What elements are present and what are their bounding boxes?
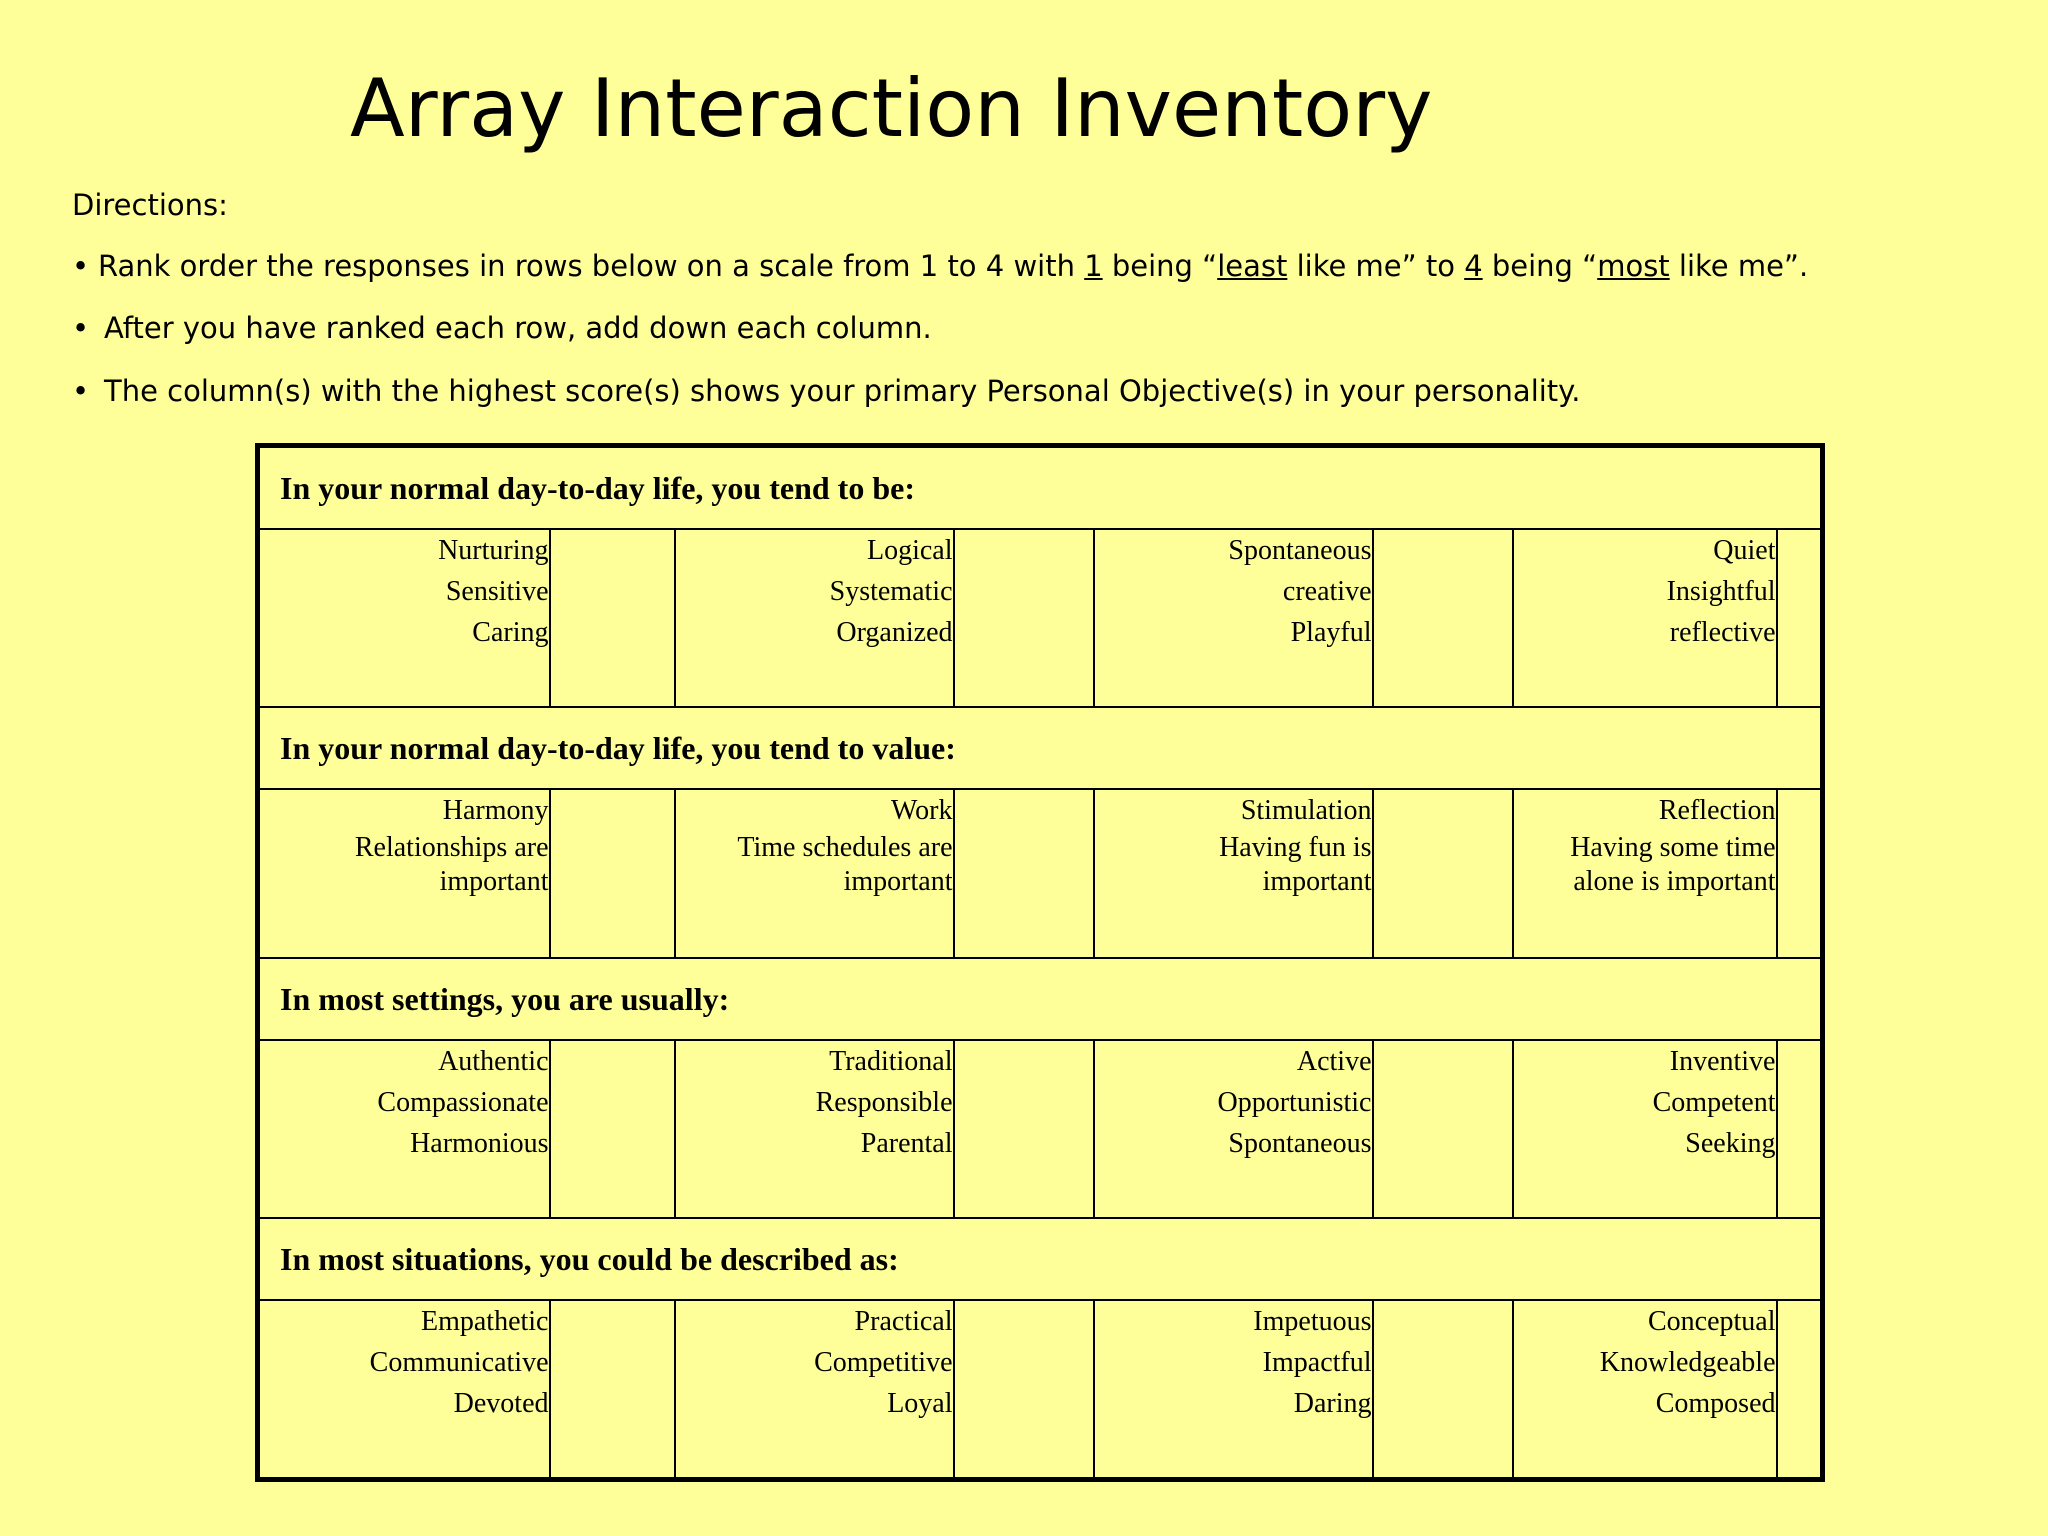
option-word: Harmonious [410,1128,549,1159]
rank-entry-cell[interactable] [1373,1300,1513,1480]
rank-entry-cell[interactable] [1777,529,1823,707]
option-word: Organized [836,617,953,648]
options-row [258,1300,1823,1480]
option-word: Empathetic [420,1306,549,1337]
option-word: Having fun is [1219,832,1372,863]
option-descriptors [258,529,550,707]
option-word: Active [1296,1046,1372,1077]
option-word: Competitive [814,1347,953,1378]
option-word: Authentic [438,1046,549,1077]
option-word: creative [1282,576,1372,607]
option-word: important [1262,866,1372,897]
option-word: Having some time [1570,832,1776,863]
section-heading: In most situations, you could be described as: [258,1218,1823,1300]
rank-entry-cell[interactable] [1777,1300,1823,1480]
rank-entry-cell[interactable] [954,529,1094,707]
option-word: Composed [1655,1388,1776,1419]
option-descriptors [1094,529,1373,707]
section-heading-row [258,1218,1823,1300]
option-word: Insightful [1666,576,1776,607]
option-word: Playful [1290,617,1372,648]
bullet-icon: • [72,249,90,283]
option-word: Reflection [1658,795,1776,826]
inventory-table [255,443,1825,1482]
option-word: Conceptual [1647,1306,1776,1337]
option-word: Traditional [829,1046,953,1077]
direction-bullet-add: • After you have ranked each row, add down each column. [72,311,932,345]
option-descriptors [1513,789,1777,958]
option-word: Competent [1652,1087,1776,1118]
option-word: Inventive [1669,1046,1776,1077]
option-word: Quiet [1713,535,1776,566]
rank-entry-cell[interactable] [1777,789,1823,958]
option-word: Responsible [815,1087,953,1118]
option-word: Spontaneous [1228,1128,1372,1159]
option-word: reflective [1669,617,1776,648]
option-descriptors [1094,1300,1373,1480]
bullet-icon: • [72,374,90,408]
option-descriptors [675,1040,954,1218]
option-word: Stimulation [1240,795,1372,826]
option-descriptors [1094,789,1373,958]
option-descriptors [675,789,954,958]
option-descriptors [1094,1040,1373,1218]
option-descriptors [258,1040,550,1218]
rank-entry-cell[interactable] [954,1300,1094,1480]
option-word: Opportunistic [1217,1087,1372,1118]
option-word: Nurturing [438,535,549,566]
option-word: Seeking [1685,1128,1776,1159]
section-heading-row [258,707,1823,789]
option-descriptors [1513,529,1777,707]
option-word: Loyal [887,1388,953,1419]
option-word: alone is important [1573,866,1776,897]
option-word: Daring [1293,1388,1372,1419]
rank-entry-cell[interactable] [954,789,1094,958]
option-word: Harmony [442,795,549,826]
option-word: Impetuous [1253,1306,1372,1337]
option-descriptors [258,1300,550,1480]
option-word: Work [890,795,953,826]
option-word: important [843,866,953,897]
rank-entry-cell[interactable] [550,1040,675,1218]
rank-entry-cell[interactable] [1373,529,1513,707]
option-descriptors [1513,1300,1777,1480]
option-descriptors [675,1300,954,1480]
option-word: important [439,866,549,897]
option-word: Parental [860,1128,953,1159]
page-title: Array Interaction Inventory [350,62,1433,155]
rank-entry-cell[interactable] [1373,789,1513,958]
rank-entry-cell[interactable] [550,1300,675,1480]
option-word: Practical [854,1306,953,1337]
directions-label: Directions: [72,188,228,222]
section-heading: In your normal day-to-day life, you tend to value: [258,707,1823,789]
option-word: Devoted [453,1388,549,1419]
section-heading-row [258,958,1823,1040]
option-word: Systematic [829,576,953,607]
rank-entry-cell[interactable] [550,529,675,707]
option-word: Relationships are [354,832,549,863]
rank-entry-cell[interactable] [954,1040,1094,1218]
option-word: Communicative [369,1347,549,1378]
rank-entry-cell[interactable] [550,789,675,958]
options-row [258,789,1823,958]
option-word: Time schedules are [737,832,953,863]
option-descriptors [675,529,954,707]
bullet-icon: • [72,311,90,345]
option-word: Compassionate [377,1087,549,1118]
option-word: Caring [472,617,549,648]
option-descriptors [258,789,550,958]
section-heading: In most settings, you are usually: [258,958,1823,1040]
options-row [258,529,1823,707]
direction-bullet-rank: • Rank order the responses in rows below on a scale from 1 to 4 with 1 being “least like me” to 4 being “most like me”. [72,249,1809,283]
rank-entry-cell[interactable] [1777,1040,1823,1218]
option-word: Logical [866,535,953,566]
section-heading-row [258,446,1823,530]
direction-bullet-highest: • The column(s) with the highest score(s) shows your primary Personal Objective(s) in your personality. [72,374,1581,408]
options-row [258,1040,1823,1218]
rank-entry-cell[interactable] [1373,1040,1513,1218]
section-heading: In your normal day-to-day life, you tend to be: [258,446,1823,530]
option-word: Spontaneous [1228,535,1372,566]
option-descriptors [1513,1040,1777,1218]
option-word: Impactful [1262,1347,1372,1378]
option-word: Knowledgeable [1599,1347,1776,1378]
option-word: Sensitive [445,576,549,607]
